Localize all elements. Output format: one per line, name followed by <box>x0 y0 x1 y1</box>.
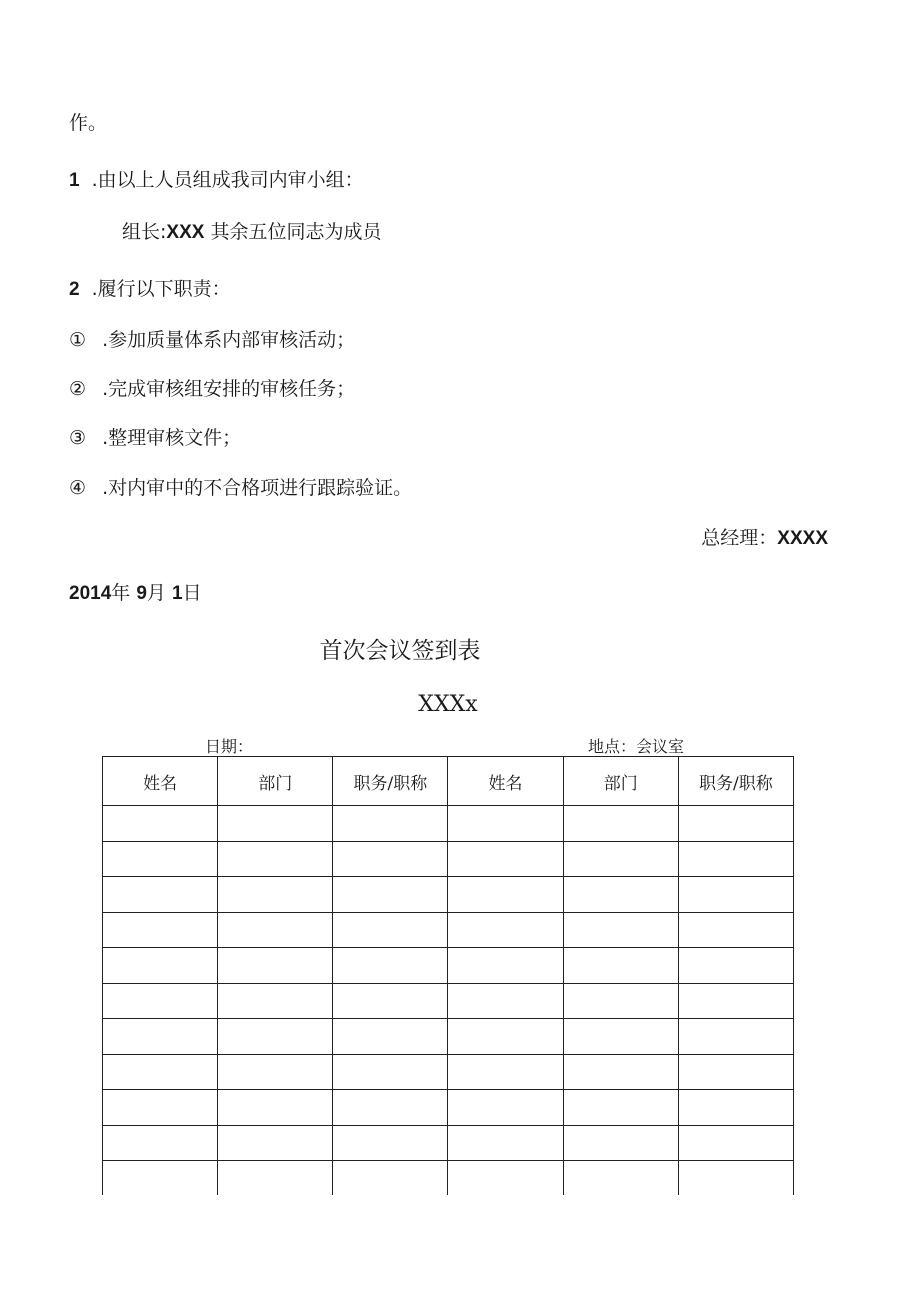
table-cell[interactable] <box>218 983 333 1019</box>
table-cell[interactable] <box>448 1054 563 1090</box>
table-cell[interactable] <box>103 841 218 877</box>
table-cell[interactable] <box>678 1054 793 1090</box>
table-cell[interactable] <box>678 983 793 1019</box>
duty-item <box>69 377 355 401</box>
table-row <box>103 841 794 877</box>
table-cell[interactable] <box>563 841 678 877</box>
location-label: 地点：会议室 <box>588 737 685 756</box>
table-cell[interactable] <box>678 1161 793 1196</box>
table-cell[interactable] <box>563 1054 678 1090</box>
table-row <box>103 1161 794 1196</box>
table-cell[interactable] <box>103 1054 218 1090</box>
table-cell[interactable] <box>218 1125 333 1161</box>
document-date: 2014年 9月 1日 <box>69 582 202 604</box>
table-cell[interactable] <box>103 948 218 984</box>
leader-line: 组长:XXX 其余五位同志为成员 <box>122 221 382 243</box>
table-cell[interactable] <box>678 948 793 984</box>
table-row <box>103 1054 794 1090</box>
table-row <box>103 983 794 1019</box>
table-row <box>103 877 794 913</box>
table-cell[interactable] <box>563 948 678 984</box>
table-cell[interactable] <box>448 948 563 984</box>
table-cell[interactable] <box>448 841 563 877</box>
duty-text: .参加质量体系内部审核活动； <box>102 329 356 351</box>
duty-text: .完成审核组安排的审核任务； <box>102 378 356 400</box>
table-cell[interactable] <box>333 806 448 842</box>
table-cell[interactable] <box>218 1019 333 1055</box>
duty-marker: ① <box>69 329 87 351</box>
table-cell[interactable] <box>333 1161 448 1196</box>
table-cell[interactable] <box>678 877 793 913</box>
table-cell[interactable] <box>218 948 333 984</box>
table-cell[interactable] <box>448 1161 563 1196</box>
duty-item <box>69 476 412 500</box>
table-cell[interactable] <box>448 1090 563 1126</box>
table-cell[interactable] <box>103 806 218 842</box>
leader-name: XXX <box>166 222 205 243</box>
table-cell[interactable] <box>333 983 448 1019</box>
continuation-text: 作。 <box>69 112 108 134</box>
table-cell[interactable] <box>563 1125 678 1161</box>
duty-item <box>69 426 241 450</box>
duty-text: .对内审中的不合格项进行跟踪验证。 <box>102 477 413 499</box>
table-cell[interactable] <box>678 841 793 877</box>
table-row <box>103 1125 794 1161</box>
table-cell[interactable] <box>333 1090 448 1126</box>
table-cell[interactable] <box>218 1161 333 1196</box>
table-cell[interactable] <box>218 1090 333 1126</box>
table-cell[interactable] <box>448 1019 563 1055</box>
form-title: 首次会议签到表 <box>319 638 481 664</box>
table-cell[interactable] <box>103 877 218 913</box>
table-cell[interactable] <box>448 1125 563 1161</box>
table-cell[interactable] <box>333 948 448 984</box>
table-cell[interactable] <box>103 983 218 1019</box>
table-cell[interactable] <box>448 983 563 1019</box>
table-row <box>103 948 794 984</box>
table-cell[interactable] <box>103 1125 218 1161</box>
duty-text: .整理审核文件； <box>102 427 242 449</box>
table-cell[interactable] <box>218 806 333 842</box>
table-cell[interactable] <box>103 1019 218 1055</box>
table-cell[interactable] <box>448 806 563 842</box>
item-1-number: 1 <box>69 170 80 191</box>
table-cell[interactable] <box>103 912 218 948</box>
table-cell[interactable] <box>103 1090 218 1126</box>
sign-in-table <box>102 756 794 1195</box>
header-title: 职务/职称 <box>333 757 448 806</box>
table-cell[interactable] <box>333 877 448 913</box>
item-1-text: .由以上人员组成我司内审小组： <box>91 169 364 191</box>
table-cell[interactable] <box>333 1125 448 1161</box>
duty-marker: ③ <box>69 427 87 449</box>
table-cell[interactable] <box>563 983 678 1019</box>
item-2-number: 2 <box>69 279 80 300</box>
table-cell[interactable] <box>333 912 448 948</box>
table-row <box>103 1019 794 1055</box>
duty-marker: ② <box>69 378 87 400</box>
table-cell[interactable] <box>563 806 678 842</box>
table-cell[interactable] <box>563 1161 678 1196</box>
header-name: 姓名 <box>448 757 563 806</box>
table-cell[interactable] <box>333 1019 448 1055</box>
table-row <box>103 806 794 842</box>
table-row <box>103 1090 794 1126</box>
table-cell[interactable] <box>563 1090 678 1126</box>
header-name: 姓名 <box>103 757 218 806</box>
table-cell[interactable] <box>678 1090 793 1126</box>
table-cell[interactable] <box>563 912 678 948</box>
table-cell[interactable] <box>563 877 678 913</box>
header-department: 部门 <box>218 757 333 806</box>
table-cell[interactable] <box>218 912 333 948</box>
table-header-row <box>103 757 794 806</box>
signer-name: XXXX <box>777 528 828 549</box>
table-cell[interactable] <box>333 1054 448 1090</box>
header-title: 职务/职称 <box>678 757 793 806</box>
table-row <box>103 912 794 948</box>
item-1 <box>69 168 364 193</box>
table-cell[interactable] <box>218 1054 333 1090</box>
table-cell[interactable] <box>218 877 333 913</box>
item-2-text: .履行以下职责： <box>91 278 231 300</box>
table-cell[interactable] <box>678 1019 793 1055</box>
table-cell[interactable] <box>678 912 793 948</box>
table-cell[interactable] <box>103 1161 218 1196</box>
table-cell[interactable] <box>448 912 563 948</box>
header-department: 部门 <box>563 757 678 806</box>
table-cell[interactable] <box>563 1019 678 1055</box>
table-cell[interactable] <box>678 806 793 842</box>
table-cell[interactable] <box>678 1125 793 1161</box>
duty-item <box>69 328 355 352</box>
signature-line: 总经理：XXXX <box>701 527 828 549</box>
table-cell[interactable] <box>333 841 448 877</box>
item-2 <box>69 277 231 302</box>
table-cell[interactable] <box>218 841 333 877</box>
duty-marker: ④ <box>69 477 87 499</box>
table-cell[interactable] <box>448 877 563 913</box>
company-name: XXXx <box>418 692 478 717</box>
date-label: 日期： <box>205 737 254 756</box>
